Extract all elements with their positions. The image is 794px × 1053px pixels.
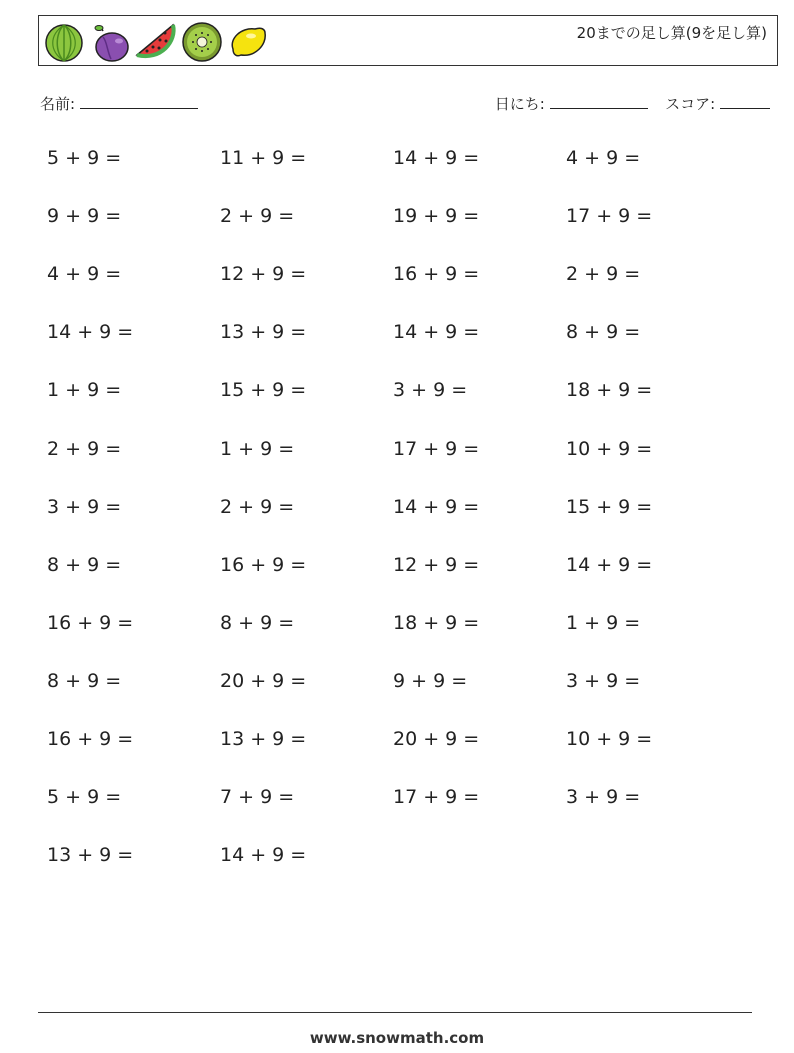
problem-item: 16 + 9 = <box>47 611 134 634</box>
problem-row <box>47 670 747 698</box>
watermelon-icon <box>135 21 177 63</box>
footer-divider <box>38 1012 752 1013</box>
problem-item: 3 + 9 = <box>566 669 641 692</box>
name-label: 名前: <box>40 95 76 113</box>
problem-item: 4 + 9 = <box>566 147 641 169</box>
plum-icon <box>89 21 131 63</box>
problem-item: 1 + 9 = <box>220 437 295 460</box>
problem-item: 18 + 9 = <box>393 611 480 634</box>
score-label: スコア: <box>665 95 716 113</box>
problem-item: 12 + 9 = <box>393 553 480 576</box>
problem-item: 12 + 9 = <box>220 263 307 286</box>
problem-item: 14 + 9 = <box>47 321 134 344</box>
problem-row <box>47 554 747 582</box>
problem-item: 14 + 9 = <box>393 147 480 169</box>
problem-item: 9 + 9 = <box>47 205 122 228</box>
date-score-fields <box>495 93 770 114</box>
problem-item: 19 + 9 = <box>393 205 480 228</box>
problem-row <box>47 205 747 233</box>
problem-item: 17 + 9 = <box>566 205 653 228</box>
problem-item: 8 + 9 = <box>47 553 122 576</box>
worksheet-title: 20までの足し算(9を足し算) <box>576 24 767 42</box>
problem-item: 13 + 9 = <box>47 844 134 867</box>
problem-item: 1 + 9 = <box>566 611 641 634</box>
problem-row <box>47 728 747 756</box>
problem-item: 10 + 9 = <box>566 437 653 460</box>
problem-item: 18 + 9 = <box>566 379 653 402</box>
problem-item: 7 + 9 = <box>220 786 295 809</box>
problem-item: 14 + 9 = <box>566 553 653 576</box>
problem-item: 8 + 9 = <box>566 321 641 344</box>
problem-item: 11 + 9 = <box>220 147 307 169</box>
problem-item: 17 + 9 = <box>393 437 480 460</box>
score-blank[interactable] <box>720 94 770 109</box>
problem-item: 14 + 9 = <box>220 844 307 867</box>
problem-item: 9 + 9 = <box>393 669 468 692</box>
problem-row <box>47 786 747 814</box>
kiwi-icon <box>181 21 223 63</box>
problem-item: 16 + 9 = <box>220 553 307 576</box>
problem-item: 15 + 9 = <box>566 495 653 518</box>
problem-item: 4 + 9 = <box>47 263 122 286</box>
problem-item: 1 + 9 = <box>47 379 122 402</box>
problem-item: 8 + 9 = <box>220 611 295 634</box>
problem-row <box>47 438 747 466</box>
problem-item: 20 + 9 = <box>220 669 307 692</box>
problem-item: 3 + 9 = <box>393 379 468 402</box>
problem-item: 2 + 9 = <box>47 437 122 460</box>
problem-row <box>47 379 747 407</box>
problem-item: 13 + 9 = <box>220 321 307 344</box>
problem-item: 8 + 9 = <box>47 669 122 692</box>
problem-item: 5 + 9 = <box>47 786 122 809</box>
problem-item: 3 + 9 = <box>47 495 122 518</box>
problem-item: 14 + 9 = <box>393 495 480 518</box>
problem-row <box>47 321 747 349</box>
problem-item: 3 + 9 = <box>566 786 641 809</box>
problem-item: 15 + 9 = <box>220 379 307 402</box>
date-label: 日にち: <box>494 95 545 113</box>
problem-row <box>47 496 747 524</box>
problem-item: 2 + 9 = <box>220 495 295 518</box>
footer-site: www.snowmath.com <box>309 1029 485 1047</box>
problem-item: 5 + 9 = <box>47 147 122 169</box>
problem-item: 10 + 9 = <box>566 728 653 750</box>
problem-item: 14 + 9 = <box>393 321 480 344</box>
problem-item: 16 + 9 = <box>393 263 480 286</box>
problem-item: 17 + 9 = <box>393 786 480 809</box>
fruit-icons <box>43 20 269 63</box>
worksheet-header <box>38 15 778 66</box>
date-blank[interactable] <box>550 94 648 109</box>
problem-item: 2 + 9 = <box>566 263 641 286</box>
name-blank[interactable] <box>80 94 198 109</box>
lemon-icon <box>227 21 269 63</box>
problem-item: 13 + 9 = <box>220 728 307 750</box>
problem-row <box>47 612 747 640</box>
problem-row <box>47 263 747 291</box>
name-field <box>40 93 198 114</box>
problem-row <box>47 844 747 872</box>
problem-item: 16 + 9 = <box>47 728 134 750</box>
problem-item: 20 + 9 = <box>393 728 480 750</box>
problem-item: 2 + 9 = <box>220 205 295 228</box>
melon-icon <box>43 21 85 63</box>
problem-row <box>47 147 747 175</box>
